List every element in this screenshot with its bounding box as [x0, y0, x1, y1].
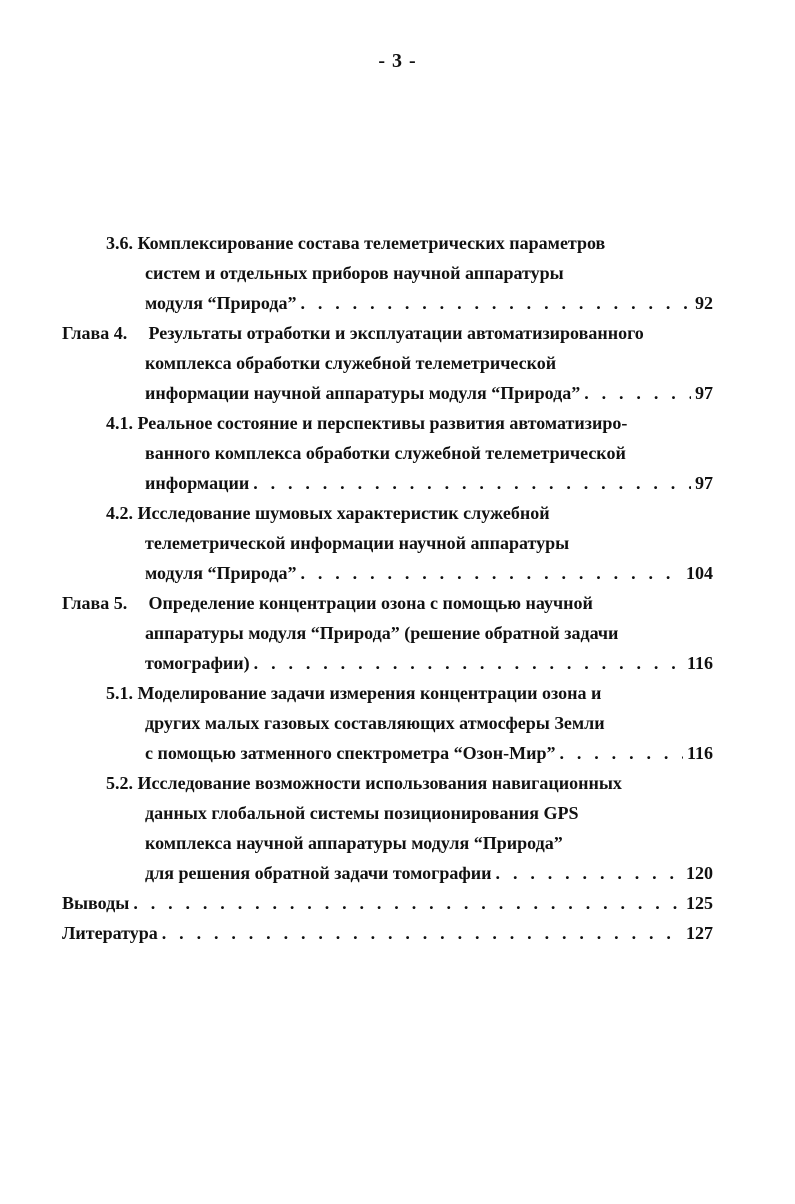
toc-literature-page: 127	[686, 923, 713, 943]
toc-ch4-page: 97	[695, 383, 713, 403]
toc-5-2-line-1	[106, 768, 622, 798]
toc-3-6-line-2: систем и отдельных приборов научной аппаратуры	[145, 263, 564, 283]
toc-conclusions	[62, 888, 713, 918]
toc-ch4-number: Глава 4.	[62, 323, 128, 343]
toc-literature	[62, 918, 713, 948]
toc-5-2-title-1: Исследование возможности использования навигационных	[137, 773, 622, 793]
toc-ch4-line-2: комплекса обработки служебной телеметрической	[145, 353, 557, 373]
toc-5-2-page: 120	[686, 863, 713, 883]
toc-conclusions-label: Выводы	[62, 893, 130, 913]
toc-ch5-leader-dots	[254, 648, 683, 678]
toc-5-2-title-4: для решения обратной задачи томографии	[145, 863, 492, 883]
toc-4-1-line-2: ванного комплекса обработки служебной телеметрической	[145, 443, 626, 463]
toc-ch4-title-3: информации научной аппаратуры модуля “Природа”	[145, 383, 581, 403]
toc-5-1-title-1: Моделирование задачи измерения концентрации озона и	[137, 683, 602, 703]
toc-5-1-line-2: других малых газовых составляющих атмосферы Земли	[145, 713, 605, 733]
toc-4-1-number: 4.1.	[106, 413, 133, 433]
toc-5-1-number: 5.1.	[106, 683, 133, 703]
toc-5-2-line-2: данных глобальной системы позиционирования GPS	[145, 803, 579, 823]
toc-5-1-leader-dots	[559, 738, 683, 768]
toc-4-2-line-2: телеметрической информации научной аппаратуры	[145, 533, 570, 553]
toc-literature-leader-dots	[162, 918, 682, 948]
toc-4-2-title-1: Исследование шумовых характеристик служебной	[137, 503, 550, 523]
toc-4-1-title-3: информации	[145, 473, 250, 493]
toc-ch5-line-1	[62, 588, 593, 618]
toc-4-1-leader-dots	[253, 468, 691, 498]
toc-ch5-number: Глава 5.	[62, 593, 128, 613]
page-number: - 3 -	[378, 50, 417, 72]
toc-3-6-number: 3.6.	[106, 233, 133, 253]
toc-4-2-number: 4.2.	[106, 503, 133, 523]
toc-4-1-line-1	[106, 408, 627, 438]
toc-5-2-leader-dots	[496, 858, 682, 888]
toc-5-1-line-3	[145, 738, 713, 768]
toc-4-2-line-1	[106, 498, 550, 528]
toc-ch4-line-3	[145, 378, 713, 408]
toc-4-1-title-1: Реальное состояние и перспективы развития автоматизиро-	[137, 413, 628, 433]
toc-3-6-page: 92	[695, 293, 713, 313]
toc-ch5-title-1: Определение концентрации озона с помощью научной	[148, 593, 593, 613]
toc-ch4-title-1: Результаты отработки и эксплуатации автоматизированного	[148, 323, 644, 343]
toc-4-2-title-3: модуля “Природа”	[145, 563, 297, 583]
toc-5-1-title-3: с помощью затменного спектрометра “Озон-Мир”	[145, 743, 556, 763]
toc-literature-label: Литература	[62, 923, 158, 943]
toc-4-2-leader-dots	[300, 558, 682, 588]
toc-5-2-line-4	[145, 858, 713, 888]
toc-3-6-line-3	[145, 288, 713, 318]
toc-ch5-title-3: томографии)	[145, 653, 250, 673]
toc-ch4-line-1	[62, 318, 644, 348]
toc-3-6-line-1	[106, 228, 605, 258]
toc-5-2-line-3: комплекса научной аппаратуры модуля “Природа”	[145, 833, 563, 853]
toc-conclusions-leader-dots	[133, 888, 682, 918]
toc-conclusions-page: 125	[686, 893, 713, 913]
toc-ch5-line-2: аппаратуры модуля “Природа” (решение обратной задачи	[145, 623, 619, 643]
toc-5-1-page: 116	[686, 743, 713, 763]
toc-5-1-line-1	[106, 678, 601, 708]
toc-5-2-number: 5.2.	[106, 773, 133, 793]
toc-4-2-page: 104	[686, 563, 713, 583]
toc-ch5-page: 116	[686, 653, 713, 673]
toc-4-2-line-3	[145, 558, 713, 588]
toc-3-6-title-1: Комплексирование состава телеметрических параметров	[137, 233, 606, 253]
toc-4-1-line-3	[145, 468, 713, 498]
toc-ch5-line-3	[145, 648, 713, 678]
toc-3-6-leader-dots	[300, 288, 691, 318]
toc-4-1-page: 97	[695, 473, 713, 493]
toc-ch4-leader-dots	[584, 378, 691, 408]
toc-3-6-title-3: модуля “Природа”	[145, 293, 297, 313]
